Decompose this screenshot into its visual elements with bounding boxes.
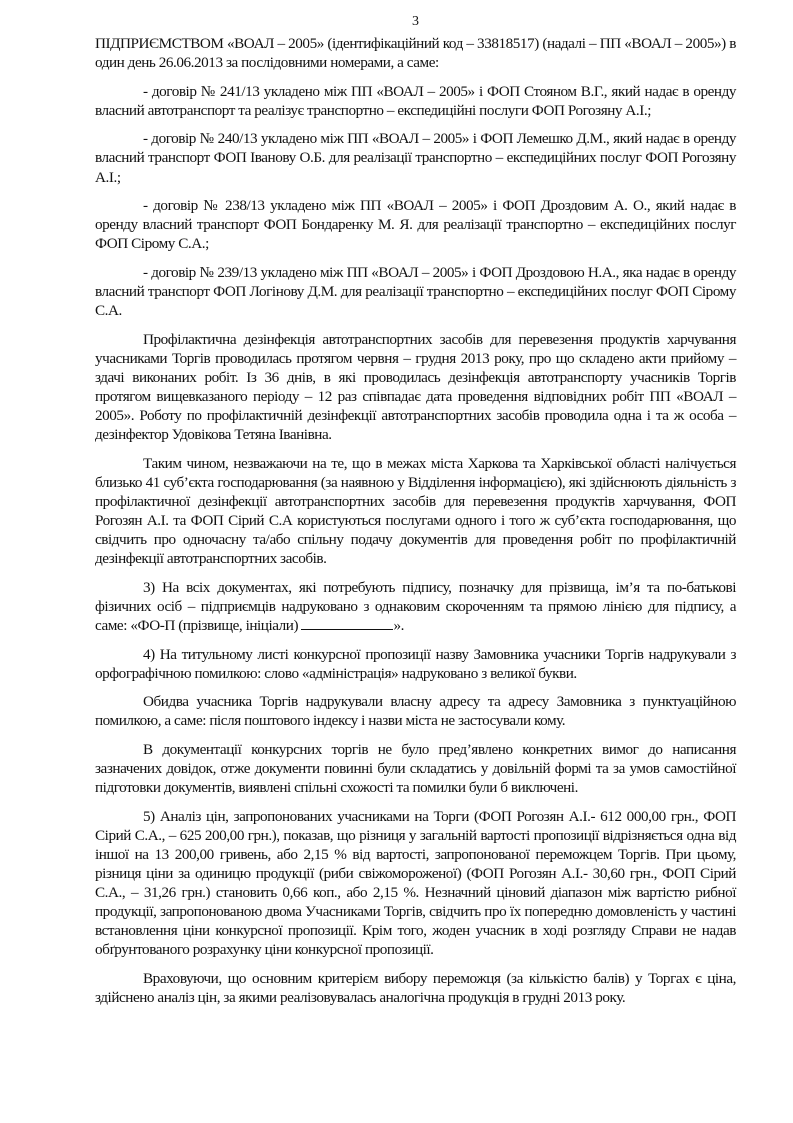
item-3-text-end: ». [393, 617, 404, 635]
signature-line [301, 617, 393, 630]
paragraph-contract-241: - договір № 241/13 укладено між ПП «ВОАЛ – 2005» і ФОП Стояном В.Г., який надає в оренду власний автотранспорт та реалізує транспортно – експедиційні послуги ФОП Рогозяну А.І.; [95, 82, 736, 119]
paragraph-considering: Враховуючи, що основним критерієм вибору переможця (за кількістю балів) у Торгах є ціна, здійснено аналіз цін, за якими реалізовувалась аналогічна продукція в грудні 2013 року. [95, 970, 736, 1007]
paragraph-documentation: В документації конкурсних торгів не було пред’явлено конкретних вимог до написання зазначених довідок, отже документи повинні були складатись у довільній формі та за умов самостійної підготовки документів, виявлені спільні схожості та помилки були б виключені. [95, 741, 736, 797]
item-3-text: 3) На всіх документах, які потребують підпису, позначку для прізвища, ім’я та по-батькові фізичних осіб – підприємців надруковано з однаковим скороченням та прямою лінією для підпису, а саме: «ФО-П (прізвище, ініціали) [95, 578, 736, 635]
document-page [95, 14, 736, 1017]
paragraph-thus: Таким чином, незважаючи на те, що в межах міста Харкова та Харківської області налічується близько 41 суб’єкта господарювання (за наявною у Відділення інформацією), які здійснюють діяльність з профілактичної дезінфекції автотранспортних засобів для перевезення продуктів харчування, ФОП Рогозян А.І. та ФОП Сірий С.А користуються послугами одного і того ж суб’єкта господарювання, що свідчить про одночасну та/або спільну подачу документів для проведення робіт по профілактичній дезінфекції автотранспортних засобів. [95, 454, 736, 568]
paragraph-item-5: 5) Аналіз цін, запропонованих учасниками на Торги (ФОП Рогозян А.І.- 612 000,00 грн., ФОП Сірий С.А., – 625 200,00 грн.), показав, що різниця у загальній вартості пропозиції відрізняється одна від іншої на 13 200,00 гривень, або 2,15 % від вартості, запропонованої переможцем Торгів. При цьому, різниця ціни за одиницю продукції (риби свіжомороженої) (ФОП Рогозян А.І.- 30,60 грн., ФОП Сірий С.А., – 31,26 грн.) становить 0,66 коп., або 2,15 %. Незначний ціновий діапазон між вартістю рибної продукції, запропонованою двома Учасниками Торгів, свідчить про їх попередню домовленість у частині встановлення ціни конкурсної пропозиції. Крім того, жоден учасник в ході розгляду Справи не надав обґрунтованого розрахунку ціни конкурсної пропозиції. [95, 807, 736, 959]
paragraph-item-4: 4) На титульному листі конкурсної пропозиції назву Замовника учасники Торгів надрукували з орфографічною помилкою: слово «адміністрація» надруковано з великої букви. [95, 645, 736, 682]
page-number: 3 [412, 14, 419, 29]
paragraph-disinfection: Профілактична дезінфекція автотранспортних засобів для перевезення продуктів харчування учасниками Торгів проводилась протягом червня – грудня 2013 року, про що складено акти прийому – здачі виконаних робіт. Із 36 днів, в які проводилась дезінфекція автотранспорту учасників Торгів протягом вищевказаного періоду – 12 раз співпадає дата проведення відповідних робіт ПП «ВОАЛ – 2005». Роботу по профілактичній дезінфекції автотранспортних засобів проводила одна і та ж особа – дезінфектор Удовікова Тетяна Іванівна. [95, 330, 736, 444]
paragraph-contract-240: - договір № 240/13 укладено між ПП «ВОАЛ – 2005» і ФОП Лемешко Д.М., який надає в оренду власний транспорт ФОП Іванову О.Б. для реалізації транспортно – експедиційних послуг ФОП Рогозяну А.І.; [95, 130, 736, 186]
paragraph-item-3 [95, 578, 736, 635]
paragraph-contract-238: - договір № 238/13 укладено між ПП «ВОАЛ – 2005» і ФОП Дроздовим А. О., який надає в оренду власний транспорт ФОП Бондаренку М. Я. для реалізації транспортно – експедиційних послуг ФОП Сірому С.А.; [95, 197, 736, 253]
paragraph-intro: ПІДПРИЄМСТВОМ «ВОАЛ – 2005» (ідентифікаційний код – 33818517) (надалі – ПП «ВОАЛ – 2005») в один день 26.06.2013 за послідовними номерами, а саме: [95, 35, 736, 72]
paragraph-contract-239: - договір № 239/13 укладено між ПП «ВОАЛ – 2005» і ФОП Дроздовою Н.А., яка надає в оренду власний транспорт ФОП Логінову Д.М. для реалізації транспортно – експедиційних послуг ФОП Сірому С.А. [95, 263, 736, 320]
paragraph-addresses: Обидва учасника Торгів надрукували власну адресу та адресу Замовника з пунктуаційною помилкою, а саме: після поштового індексу і назви міста не застосували кому. [95, 693, 736, 730]
